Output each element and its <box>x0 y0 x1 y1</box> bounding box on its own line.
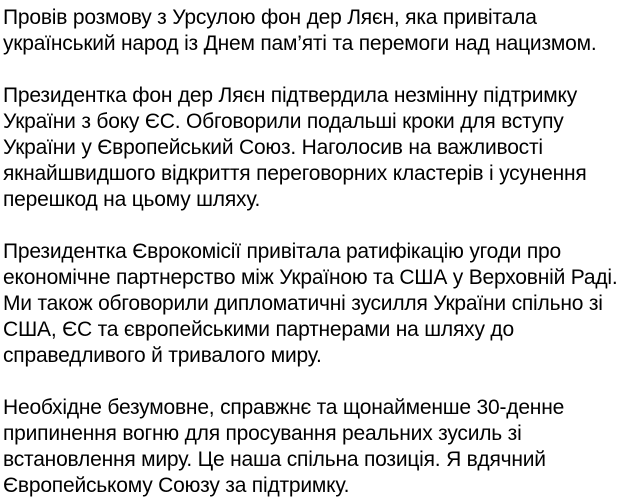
text-line: припинення вогню для просування реальних зусиль зі <box>3 422 522 445</box>
text-line: США, ЄС та європейськими партнерами на шляху до <box>3 318 514 341</box>
text-line: України у Європейський Союз. Наголосив на важливості <box>3 136 543 159</box>
text-line: економічне партнерство між Україною та США у Верховній Раді. <box>3 266 618 289</box>
text-line: справедливого й тривалого миру. <box>3 344 322 367</box>
text-line: Ми також обговорили дипломатичні зусилля України спільно зі <box>3 292 603 315</box>
text-line: Європейському Союзу за підтримку. <box>3 474 350 497</box>
paragraph-greeting-call <box>3 5 636 57</box>
text-line: Провів розмову з Урсулою фон дер Ляєн, яка привітала <box>3 6 537 29</box>
text-line: встановлення миру. Це наша спільна позиція. Я вдячний <box>3 448 546 471</box>
paragraph-eu-support <box>3 83 636 213</box>
text-line: якнайшвидшого відкриття переговорних кластерів і усунення <box>3 162 587 185</box>
text-line: Президентка Єврокомісії привітала ратифікацію угоди про <box>3 240 561 263</box>
text-line: перешкод на цьому шляху. <box>3 188 261 211</box>
text-line: України з боку ЄС. Обговорили подальші кроки для вступу <box>3 110 564 133</box>
paragraph-ratification <box>3 239 636 369</box>
text-line: український народ із Днем пам’яті та перемоги над нацизмом. <box>3 32 597 55</box>
text-line: Необхідне безумовне, справжнє та щонайменше 30-денне <box>3 396 565 419</box>
paragraph-ceasefire <box>3 395 636 499</box>
text-line: Президентка фон дер Ляєн підтвердила незмінну підтримку <box>3 84 578 107</box>
